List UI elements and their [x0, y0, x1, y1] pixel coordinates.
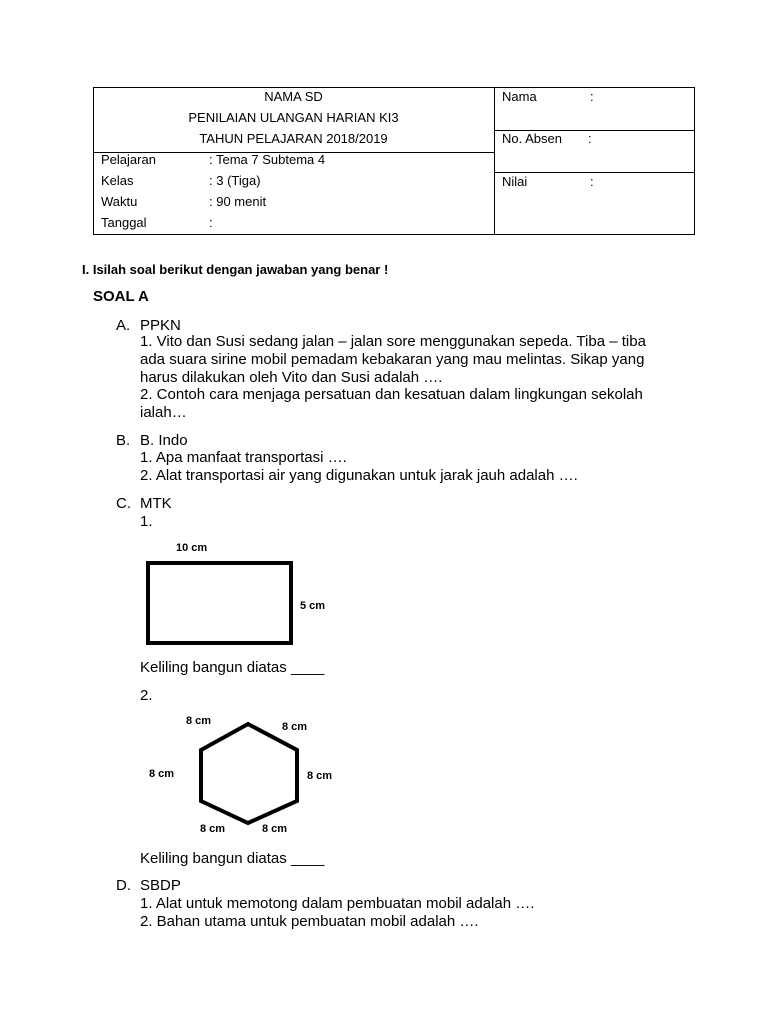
section-c-title: MTK: [140, 495, 172, 512]
student-value-nama: :: [590, 89, 594, 104]
section-d-title: SBDP: [140, 877, 181, 894]
field-value-kelas: : 3 (Tiga): [209, 173, 261, 188]
student-value-absen: :: [588, 131, 592, 146]
hex-bottom-right-label: 8 cm: [262, 823, 288, 835]
hex-top-right-label: 8 cm: [282, 721, 308, 733]
section-a-line: harus dilakukan oleh Vito dan Susi adalah ….: [140, 369, 443, 386]
question-1-number: 1.: [140, 513, 153, 530]
question-1-text: Keliling bangun diatas ____: [140, 659, 325, 676]
field-value-waktu: : 90 menit: [209, 194, 267, 209]
field-label-pelajaran: Pelajaran: [101, 152, 156, 167]
field-value-tanggal: :: [209, 215, 213, 230]
exam-title: PENILAIAN ULANGAN HARIAN KI3: [188, 110, 399, 125]
section-a-line: 1. Vito dan Susi sedang jalan – jalan sore menggunakan sepeda. Tiba – tiba: [140, 333, 646, 350]
section-a-marker: A.: [116, 317, 131, 334]
hex-top-left-label: 8 cm: [186, 715, 212, 727]
field-label-kelas: Kelas: [101, 173, 134, 188]
student-label-absen: No. Absen: [502, 131, 562, 146]
school-name: NAMA SD: [264, 89, 323, 104]
section-a-title: PPKN: [140, 317, 181, 334]
field-label-waktu: Waktu: [101, 194, 138, 209]
section-d-line: 1. Alat untuk memotong dalam pembuatan mobil adalah ….: [140, 895, 535, 912]
section-a-line: 2. Contoh cara menjaga persatuan dan kesatuan dalam lingkungan sekolah: [140, 386, 643, 403]
rect-right-label: 5 cm: [300, 600, 326, 612]
section-b-title: B. Indo: [140, 432, 188, 449]
field-value-pelajaran: : Tema 7 Subtema 4: [209, 152, 326, 167]
student-label-nilai: Nilai: [502, 174, 528, 189]
section-a-line: ada suara sirine mobil pemadam kebakaran yang mau melintas. Sikap yang: [140, 351, 645, 368]
instruction: I. Isilah soal berikut dengan jawaban yang benar !: [82, 262, 389, 277]
section-d-line: 2. Bahan utama untuk pembuatan mobil adalah ….: [140, 913, 479, 930]
section-b-line: 2. Alat transportasi air yang digunakan untuk jarak jauh adalah ….: [140, 467, 578, 484]
field-label-tanggal: Tanggal: [101, 215, 147, 230]
question-2-number: 2.: [140, 687, 153, 704]
question-2-text: Keliling bangun diatas ____: [140, 850, 325, 867]
rectangle-shape: [140, 558, 300, 648]
section-a-line: ialah…: [140, 404, 187, 421]
table-divider-vertical: [494, 87, 495, 235]
section-c-marker: C.: [116, 495, 131, 512]
section-d-marker: D.: [116, 877, 131, 894]
hex-left-label: 8 cm: [149, 768, 175, 780]
school-year: TAHUN PELAJARAN 2018/2019: [199, 131, 388, 146]
student-value-nilai: :: [590, 174, 594, 189]
table-divider-right-2: [494, 172, 695, 173]
hex-right-label: 8 cm: [307, 770, 333, 782]
section-b-marker: B.: [116, 432, 131, 449]
soal-title: SOAL A: [93, 288, 149, 305]
section-b-line: 1. Apa manfaat transportasi ….: [140, 449, 347, 466]
student-label-nama: Nama: [502, 89, 537, 104]
hex-bottom-left-label: 8 cm: [200, 823, 226, 835]
rect-top-label: 10 cm: [176, 542, 208, 554]
